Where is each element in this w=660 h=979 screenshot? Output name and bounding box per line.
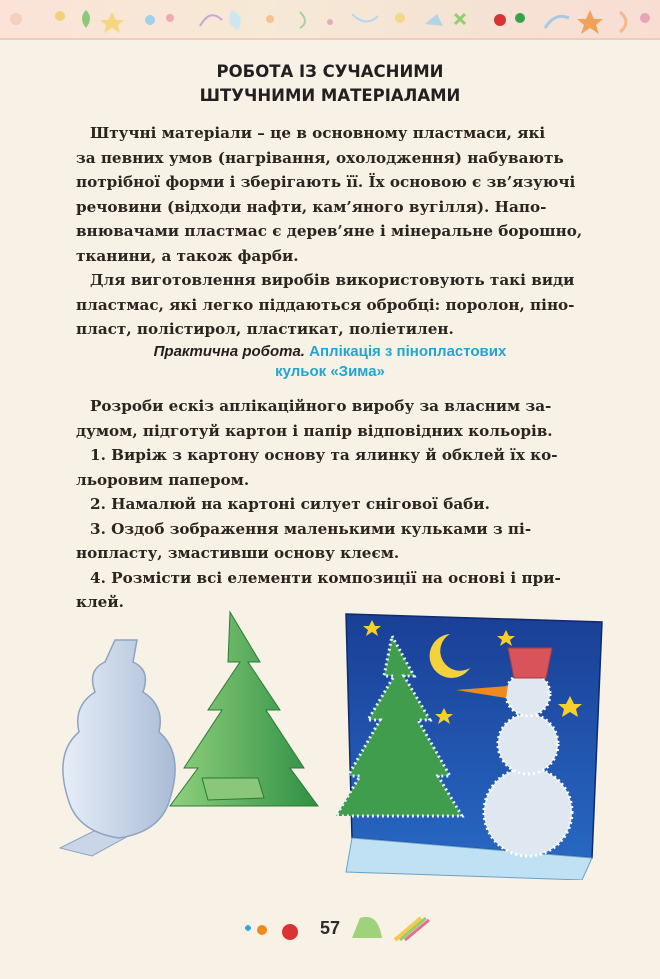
top-decorative-banner <box>0 0 660 40</box>
page-number: 57 <box>319 918 341 938</box>
text-line: Для виготовлення виробів використовують такі види <box>90 271 575 289</box>
practical-work-heading <box>0 342 660 382</box>
instruction-line: нопласту, змастивши основу клеєм. <box>76 544 400 562</box>
text-line: внювачами пластмас є дерев’яне і мінеральне борошно, <box>76 222 583 240</box>
text-line: тканини, а також фарби. <box>76 246 299 265</box>
text-line: речовини (відходи нафти, кам’яного вугілля). Напо- <box>76 197 547 216</box>
instructions-block <box>76 394 606 615</box>
winter-applique-illustration <box>0 600 660 880</box>
title-line-1: РОБОТА ІЗ СУЧАСНИМИ <box>216 62 444 81</box>
text-line: за певних умов (нагрівання, охолодження) набувають <box>76 148 564 167</box>
instruction-line: думом, підготуй картон і папір відповідних кольорів. <box>76 421 553 440</box>
snowman-cutout-icon <box>60 640 175 856</box>
text-line: потрібної форми і зберігають її. Їх основою є зв’язуючі <box>76 173 576 191</box>
text-line: пластмас, які легко піддаються обробці: поролон, піно- <box>76 295 575 314</box>
practical-title-line-1: Аплікація з пінопластових <box>309 343 507 360</box>
page-title <box>0 60 660 108</box>
night-scene-panel <box>336 614 602 880</box>
instruction-step-3: 3. Оздоб зображення маленькими кульками з пі- <box>90 519 532 538</box>
practical-label: Практична робота. <box>153 343 305 360</box>
text-line: пласт, полістирол, пластикат, поліетилен. <box>76 320 454 338</box>
instruction-line: льоровим папером. <box>76 470 250 489</box>
paragraph-plastic-types <box>76 268 606 342</box>
banner-ornaments-icon <box>0 0 660 38</box>
instruction-step-1: 1. Виріж з картону основу та ялинку й обклей їх ко- <box>90 446 558 464</box>
title-line-2: ШТУЧНИМИ МАТЕРІАЛАМИ <box>199 86 461 105</box>
green-tree-cutout-icon <box>170 612 318 806</box>
instruction-step-4: 4. Розмісти всі елементи композиції на основі і при- <box>90 568 561 587</box>
instruction-line: Розроби ескіз аплікаційного виробу за власним за- <box>90 397 552 415</box>
paragraph-synthetic-materials <box>76 121 606 268</box>
text-line: Штучні матеріали – це в основному пластмаси, які <box>90 124 546 142</box>
instruction-step-2: 2. Намалюй на картоні силует снігової баби. <box>90 495 490 513</box>
practical-title-line-2: кульок «Зима» <box>275 363 385 380</box>
instruction-line: клей. <box>76 593 124 611</box>
